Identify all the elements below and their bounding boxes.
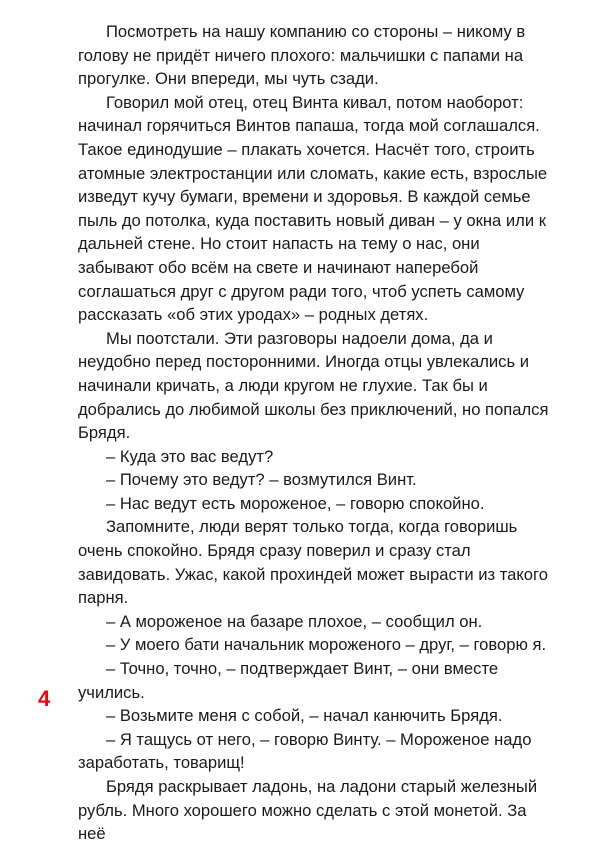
paragraph: Говорил мой отец, отец Винта кивал, потом наоборот: начинал горячиться Винтов папаша, тогда мой соглашался. Такое единодушие – плакать хочется. Насчёт того, строить атомные электростанции или сломать, какие есть, взрослые изведут кучу бумаги, времени и здоровья. В каждой семье пыль до потолка, куда поставить новый диван – у окна или к дальней стене. Но стоит напасть на тему о нас, они забывают обо всём на свете и начинают наперебой соглашаться друг с другом ради того, чтоб успеть самому рассказать «об этих уродах» – родных детях. bbox=[78, 92, 548, 325]
paragraph: Брядя раскрывает ладонь, на ладони старый железный рубль. Много хорошего можно сделать с этой монетой. За неё bbox=[78, 777, 538, 844]
dialogue-line: – Почему это ведут? – возмутился Винт. bbox=[106, 470, 417, 490]
paragraph: Запомните, люди верят только тогда, когда говоришь очень спокойно. Брядя сразу поверил и сразу стал завидовать. Ужас, какой прохиндей может вырасти из такого парня. bbox=[78, 517, 548, 608]
body-text bbox=[78, 20, 552, 846]
page-number: 4 bbox=[38, 686, 51, 711]
dialogue-line: – Точно, точно, – подтверждает Винт, – они вместе учились. bbox=[78, 659, 499, 702]
dialogue-line: – Возьмите меня с собой, – начал канючить Брядя. bbox=[106, 706, 503, 726]
paragraph: Посмотреть на нашу компанию со стороны – никому в голову не придёт ничего плохого: мальчишки с папами на прогулке. Они впереди, мы чуть сзади. bbox=[78, 22, 526, 89]
paragraph: Мы поотстали. Эти разговоры надоели дома, да и неудобно перед посторонними. Иногда отцы увлекались и начинали кричать, а люди кругом не глухие. Так бы и добрались до любимой школы без приключений, но попался Брядя. bbox=[78, 328, 549, 443]
dialogue-line: – Нас ведут есть мороженое, – говорю спокойно. bbox=[106, 493, 485, 513]
dialogue-line: – А мороженое на базаре плохое, – сообщил он. bbox=[106, 611, 483, 631]
dialogue-line: – Я тащусь от него, – говорю Винту. – Мороженое надо заработать, товарищ! bbox=[78, 729, 532, 773]
dialogue-line: – У моего бати начальник мороженого – друг, – говорю я. bbox=[106, 635, 547, 655]
dialogue-line: – Куда это вас ведут? bbox=[106, 446, 274, 466]
